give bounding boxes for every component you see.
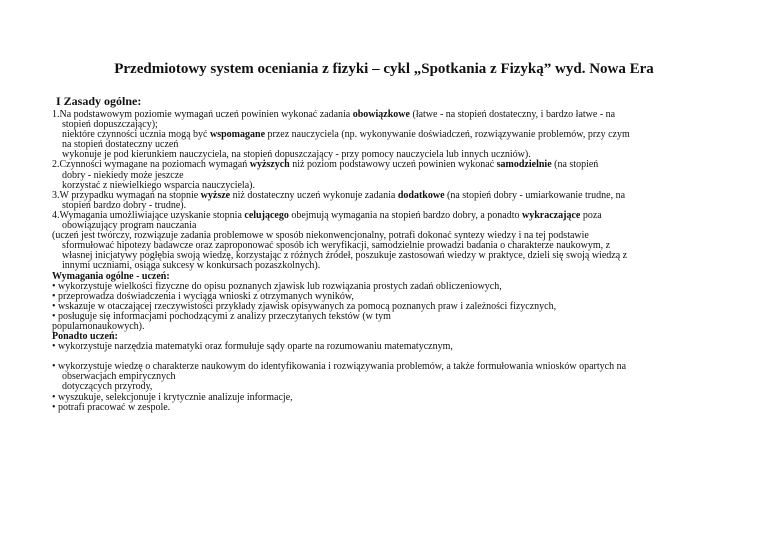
additional-requirement-2-cont-2: dotyczących przyrody, [62,381,153,393]
rule-2-text-cont: niż poziom podstawowy uczeń powinien wykonać [289,159,497,171]
rule-3-emphasis-2: dodatkowe [397,189,445,201]
rule-3-text-cont: niż dostateczny uczeń wykonuje zadania [230,189,398,201]
general-requirement-4-cont: popularnonaukowych). [52,320,145,332]
rule-3-line-2: stopień bardzo dobry - trudne). [62,199,187,211]
general-requirement-1: • wykorzystuje wielkości fizyczne do opisu poznanych zjawisk lub rozwiązania prostych zadań obliczeniowych, [52,280,502,292]
rule-1-line-3-cont: przez nauczyciela (np. wykonywanie doświadczeń, rozwiązywanie problemów, przy czym [265,129,630,141]
rule-3-emphasis-1: wyższe [200,189,231,201]
rule-2-line-2: dobry - niekiedy może jeszcze [62,169,184,181]
additional-requirement-3: • wyszukuje, selekcjonuje i krytycznie analizuje informacje, [52,391,293,403]
rule-1-line-5: wykonuje je pod kierunkiem nauczyciela, na stopień dopuszczający - przy pomocy nauczyciela lub innych uczniów). [62,149,531,161]
section-heading-general-requirements: Wymagania ogólne - uczeń: [52,270,170,282]
rule-1-line-2: stopień dopuszczający); [62,119,158,131]
additional-requirement-2: • wykorzystuje wiedzę o charakterze naukowym do identyfikowania i rozwiązywania problemów, a także formułowania wniosków opartych na [52,361,627,373]
general-requirement-2: • przeprowadza doświadczenia i wyciąga wnioski z otrzymanych wyników, [52,290,354,302]
additional-requirement-1: • wykorzystuje narzędzia matematyki oraz formułuje sądy oparte na rozumowaniu matematycznym, [52,341,453,353]
general-requirement-4: • posługuje się informacjami pochodzącymi z analizy przeczytanych tekstów (w tym [52,310,391,322]
rule-2-emphasis-1: wyższych [249,159,290,171]
rule-5-line-4: innymi uczniami, osiąga sukcesy w konkursach pozaszkolnych). [62,260,321,272]
rule-2-text: 2.Czynności wymagane na poziomach wymagań [52,159,250,171]
rule-5-line-3: własnej inicjatywy pogłębia swoją wiedzę, korzystając z różnych źródeł, poszukuje zastosowań wiedzy w praktyce, dzieli się swoją wiedzą z [62,250,628,262]
rule-1-line-3-emphasis: wspomagane [210,129,266,141]
rule-4-line-2: obowiązujący program nauczania [62,220,197,232]
document-title: Przedmiotowy system oceniania z fizyki – cykl „Spotkania z Fizyką” wyd. Nowa Era [114,61,654,77]
rule-4-text-end: poza [580,209,602,221]
document-body [52,110,692,413]
rule-3-text: 3.W przypadku wymagań na stopnie [52,189,201,201]
rule-2-emphasis-2: samodzielnie [496,159,552,171]
rule-1-line-3-text: niektóre czynności ucznia mogą być [62,129,210,141]
section-heading-general-rules: I Zasady ogólne: [56,94,142,108]
section-heading-additionally: Ponadto uczeń: [52,331,118,343]
rule-4-text: 4.Wymagania umożliwiające uzyskanie stopnia [52,209,245,221]
rule-3-text-end: (na stopień dobry - umiarkowanie trudne, na [444,189,626,201]
rule-1-text: 1.Na podstawowym poziomie wymagań uczeń powinien wykonać zadania [52,109,353,120]
rule-1-text-cont: (łatwe - na stopień dostateczny, i bardzo łatwe - na [409,109,616,120]
rule-2-text-end: (na stopień [551,159,599,171]
rule-4-text-cont: obejmują wymagania na stopień bardzo dobry, a ponadto [288,209,523,221]
additional-requirement-2-cont-1: obserwacjach empirycznych [62,371,176,383]
rule-1-line-4: na stopień dostateczny uczeń [62,139,179,151]
rule-5-line-2: sformułować hipotezy badawcze oraz zaproponować sposób ich weryfikacji, samodzielnie prowadzi badania o charakterze naukowym, z [62,240,611,252]
rule-4-emphasis-2: wykraczające [522,209,581,221]
rule-4-emphasis-1: celującego [244,209,289,221]
general-requirement-3: • wskazuje w otaczającej rzeczywistości przykłady zjawisk opisywanych za pomocą poznanych praw i zależności fizycznych, [52,300,557,312]
additional-requirement-4: • potrafi pracować w zespole. [52,401,171,413]
rule-5-line-1: (uczeń jest twórczy, rozwiązuje zadania problemowe w sposób niekonwencjonalny, potrafi dokonać syntezy wiedzy i na tej podstawie [52,230,589,242]
rule-2-line-3: korzystać z niewielkiego wsparcia nauczyciela). [62,179,255,191]
rule-1-emphasis: obowiązkowe [352,109,410,120]
